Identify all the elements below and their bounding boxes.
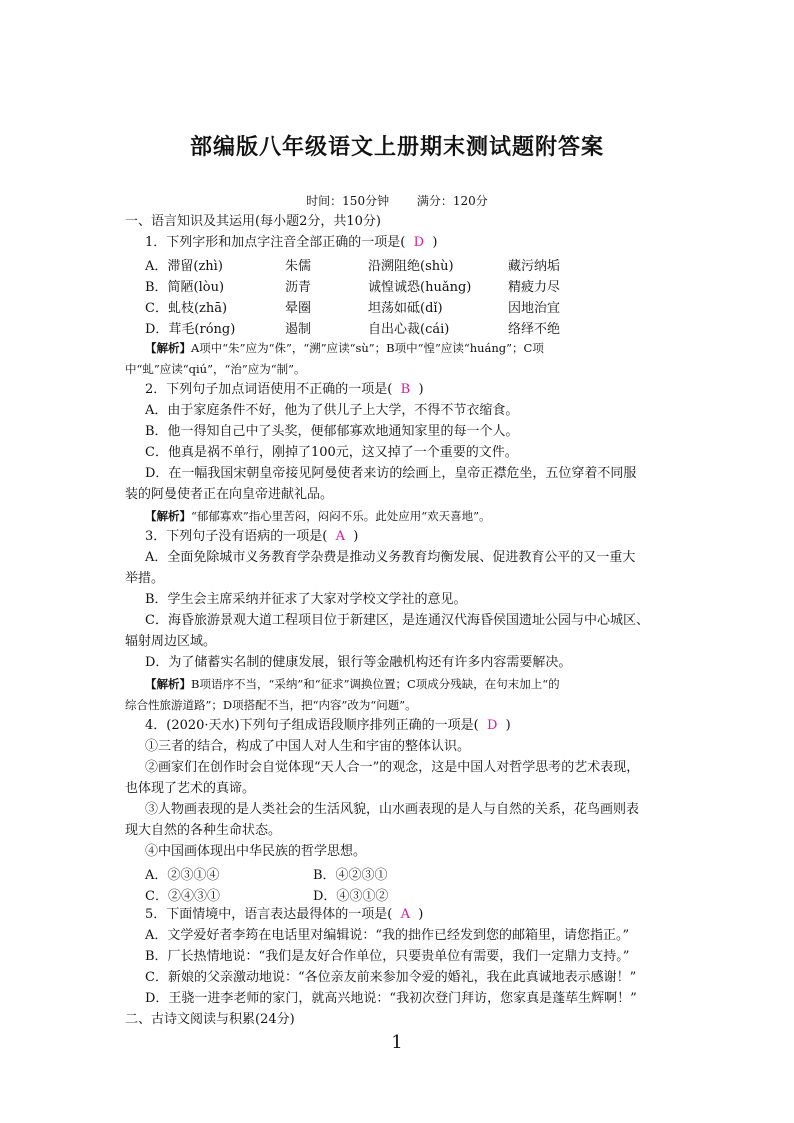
answer-1: D — [413, 235, 425, 250]
q1-option-d-3: 自出心裁(cái) — [368, 322, 450, 337]
page-number: 1 — [391, 1032, 403, 1053]
exam-score: 满分：120分 — [416, 194, 488, 208]
q4-sentence-4: ④中国画体现出中华民族的哲学思想。 — [145, 844, 367, 859]
q1-analysis-line-2: 中“虬”应读“qiú”，“治”应为“制”。 — [125, 362, 306, 376]
q1-option-d-4: 络绎不绝 — [508, 322, 561, 337]
q4-sentence-1: ①三者的结合，构成了中国人对人生和宇宙的整体认识。 — [145, 739, 471, 754]
q1-option-d-2: 遏制 — [285, 322, 312, 337]
q3-option-a-line-2: 举措。 — [125, 571, 165, 586]
q3-option-c-line-2: 辐射周边区域。 — [125, 634, 217, 649]
q1-option-b-3: 诚惶诚恐(huǎng) — [368, 280, 472, 295]
q3-analysis-line-1: 【解析】B项语序不当，“采纳”和“征求”调换位置；C项成分残缺，在句末加上“的 — [145, 677, 560, 691]
answer-2: B — [400, 382, 411, 397]
q2-option-c: C．他真是祸不单行，刚掉了100元，这又掉了一个重要的文件。 — [145, 445, 518, 460]
q4-option-a: A．②③①④ — [145, 868, 220, 883]
exam-time: 时间：150分钟 — [306, 194, 390, 208]
q2-option-b: B．他一得知自己中了头奖，便郁郁寡欢地通知家里的每一个人。 — [145, 424, 519, 439]
q2-analysis: 【解析】“郁郁寡欢”指心里苦闷，闷闷不乐。此处应用“欢天喜地”。 — [145, 509, 491, 523]
q1-option-c-1: C．虬枝(zhā) — [145, 301, 228, 316]
q3-option-c-line-1: C．海昏旅游景观大道工程项目位于新建区，是连通汉代海昏侯国遗址公园与中心城区、 — [145, 613, 649, 628]
q1-option-c-3: 坦荡如砥(dǐ) — [368, 301, 443, 316]
q1-option-b-1: B．简陋(lòu) — [145, 280, 225, 295]
q4-sentence-2-line-2: 也体现了艺术的真谛。 — [125, 781, 256, 796]
q5-option-a: A．文学爱好者李筠在电话里对编辑说：“我的拙作已经发到您的邮箱里，请您指正。” — [145, 928, 630, 943]
q5-option-c: C．新娘的父亲激动地说：“各位亲友前来参加令爱的婚礼，我在此真诚地表示感谢！” — [145, 970, 637, 985]
q4-sentence-3-line-1: ③人物画表现的是人类社会的生活风貌，山水画表现的是人与自然的关系，花鸟画则表 — [145, 802, 640, 817]
q4-option-d: D．④③①② — [313, 889, 389, 904]
q5-option-d: D．王骁一进李老师的家门，就高兴地说：“我初次登门拜访，您家真是蓬荜生辉啊！” — [145, 991, 637, 1006]
q2-option-a: A．由于家庭条件不好，他为了供儿子上大学，不得不节衣缩食。 — [145, 403, 519, 418]
exam-meta — [0, 192, 794, 209]
q1-option-a-4: 藏污纳垢 — [508, 259, 561, 274]
answer-3: A — [335, 529, 345, 544]
document-title: 部编版八年级语文上册期末测试题附答案 — [189, 134, 604, 160]
question-5-stem: 5．下面情境中，语言表达最得体的一项是( A ) — [145, 907, 424, 922]
q1-analysis-line-1: 【解析】A项中“朱”应为“侏”，“溯”应读“sù”；B项中“惶”应读“huáng”；C项 — [145, 341, 544, 355]
q1-option-a-2: 朱儒 — [285, 259, 312, 274]
q3-analysis-line-2: 综合性旅游道路”；D项搭配不当，把“内容”改为“问题”。 — [125, 698, 417, 712]
q2-option-d-line-1: D．在一幅我国宋朝皇帝接见阿曼使者来访的绘画上，皇帝正襟危坐，五位穿着不同服 — [145, 466, 637, 481]
section-heading-2: 二、古诗文阅读与积累(24分) — [125, 1012, 295, 1027]
q2-option-d-line-2: 装的阿曼使者正在向皇帝进献礼品。 — [125, 487, 334, 502]
q1-option-d-1: D．茸毛(róng) — [145, 322, 236, 337]
question-4-stem: 4．(2020·天水)下列句子组成语段顺序排列正确的一项是( D ) — [145, 718, 511, 733]
q4-option-c: C．②④③① — [145, 889, 220, 904]
q1-option-c-4: 因地治宜 — [508, 301, 561, 316]
answer-4: D — [486, 718, 498, 733]
q4-option-b: B．④②③① — [313, 868, 388, 883]
question-1-stem: 1．下列字形和加点字注音全部正确的一项是( D ) — [145, 235, 438, 250]
q4-sentence-2-line-1: ②画家们在创作时会自觉体现“天人合一”的观念，这是中国人对哲学思考的艺术表现， — [145, 760, 640, 775]
q1-option-c-2: 晕圈 — [285, 301, 312, 316]
question-3-stem: 3．下列句子没有语病的一项是( A ) — [145, 529, 359, 544]
section-heading-1: 一、语言知识及其运用(每小题2分，共10分) — [125, 214, 381, 229]
q5-option-b: B．厂长热情地说：“我们是友好合作单位，只要贵单位有需要，我们一定鼎力支持。” — [145, 949, 630, 964]
question-2-stem: 2．下列句子加点词语使用不正确的一项是( B ) — [145, 382, 424, 397]
q1-option-b-2: 沥青 — [285, 280, 312, 295]
q1-option-a-3: 沿溯阻绝(shù) — [368, 259, 454, 274]
answer-5: A — [400, 907, 410, 922]
q3-option-a-line-1: A．全面免除城市义务教育学杂费是推动义务教育均衡发展、促进教育公平的又一重大 — [145, 550, 636, 565]
q1-option-a-1: A．滞留(zhì) — [145, 259, 223, 274]
q4-sentence-3-line-2: 现大自然的各种生命状态。 — [125, 823, 282, 838]
q3-option-d: D．为了储蓄实名制的健康发展，银行等金融机构还有许多内容需要解决。 — [145, 655, 572, 670]
q1-option-b-4: 精疲力尽 — [508, 280, 561, 295]
q3-option-b: B．学生会主席采纳并征求了大家对学校文学社的意见。 — [145, 592, 467, 607]
